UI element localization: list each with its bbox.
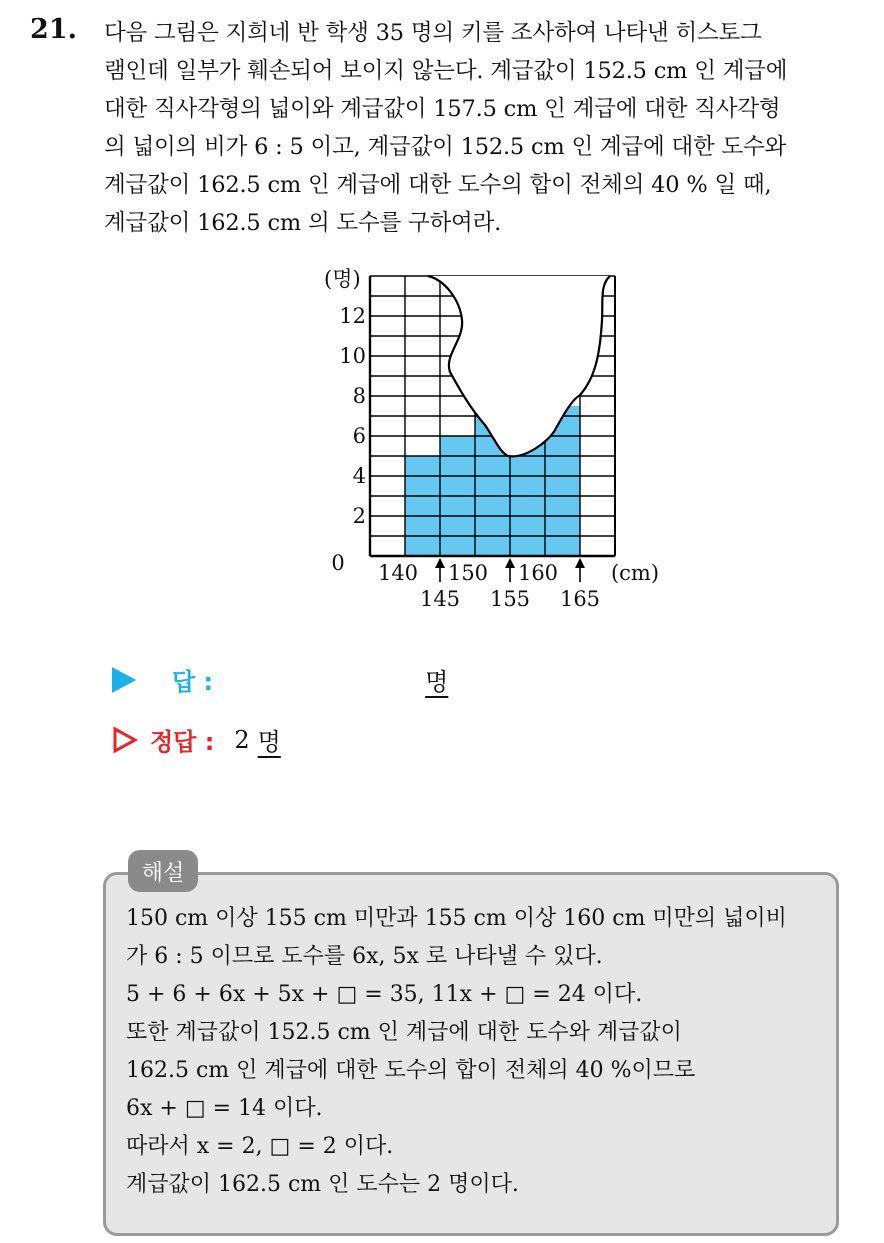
x-class-mark-label: 145 [419,587,461,611]
histogram [310,260,660,620]
problem-text [104,14,864,242]
problem-line: 계급값이 162.5 cm 인 계급에 대한 도수의 합이 전체의 40 % 일 때, [104,172,772,198]
y-axis-label: (명) [324,267,361,291]
answer-unit: 명 [425,668,449,696]
y-tick-label: 12 [339,304,366,328]
x-tick-label: 140 [377,561,419,585]
problem-line: 계급값이 162.5 cm 의 도수를 구하여라. [104,210,502,236]
arrow-head [505,558,515,568]
solution-line: 가 6 : 5 이므로 도수를 6x, 5x 로 나타낼 수 있다. [126,944,603,969]
x-tick-label: 160 [517,561,559,585]
solution-tab: 해설 [128,850,198,892]
y-tick-label: 8 [352,384,366,408]
correct-label: 정답 : [150,728,215,756]
y-tick-label: 6 [352,424,366,448]
solution-line: 5 + 6 + 6x + 5x + □ = 35, 11x + □ = 24 이다. [126,982,643,1007]
arrow-head [575,558,585,568]
correct-unit: 명 [257,728,281,756]
solution-line: 또한 계급값이 152.5 cm 인 계급에 대한 도수와 계급값이 [126,1020,682,1045]
problem-line: 램인데 일부가 훼손되어 보이지 않는다. 계급값이 152.5 cm 인 계급에 [104,58,788,84]
solution-text [126,900,826,1204]
x-class-mark-label: 165 [559,587,601,611]
play-icon [112,667,136,693]
x-tick-label: 150 [447,561,489,585]
solution-line: 계급값이 162.5 cm 인 도수는 2 명이다. [126,1172,519,1197]
y-tick-label: 0 [331,551,345,575]
solution-line: 따라서 x = 2, □ = 2 이다. [126,1134,394,1159]
x-class-mark-label: 155 [489,587,531,611]
answer-row [112,662,448,697]
correct-answer-row [112,722,281,757]
outline-play-icon [112,726,138,754]
problem-line: 다음 그림은 지희네 반 학생 35 명의 키를 조사하여 나타낸 히스토그 [104,20,762,46]
arrow-head [435,558,445,568]
solution-line: 162.5 cm 인 계급에 대한 도수의 합이 전체의 40 %이므로 [126,1058,696,1083]
answer-label: 답 : [172,668,214,696]
question-number: 21. [30,14,77,45]
solution-line: 6x + □ = 14 이다. [126,1096,323,1121]
correct-value: 2 [234,725,250,754]
y-tick-label: 4 [352,464,366,488]
x-axis-label: (cm) [610,561,660,585]
y-tick-label: 2 [352,504,366,528]
problem-line: 의 넓이의 비가 6 : 5 이고, 계급값이 152.5 cm 인 계급에 대한 도수와 [104,134,787,160]
y-tick-label: 10 [339,344,366,368]
problem-line: 대한 직사각형의 넓이와 계급값이 157.5 cm 인 계급에 대한 직사각형 [104,96,781,122]
histogram-bar [405,456,440,556]
solution-line: 150 cm 이상 155 cm 미만과 155 cm 이상 160 cm 미만의 넓이비 [126,906,787,931]
